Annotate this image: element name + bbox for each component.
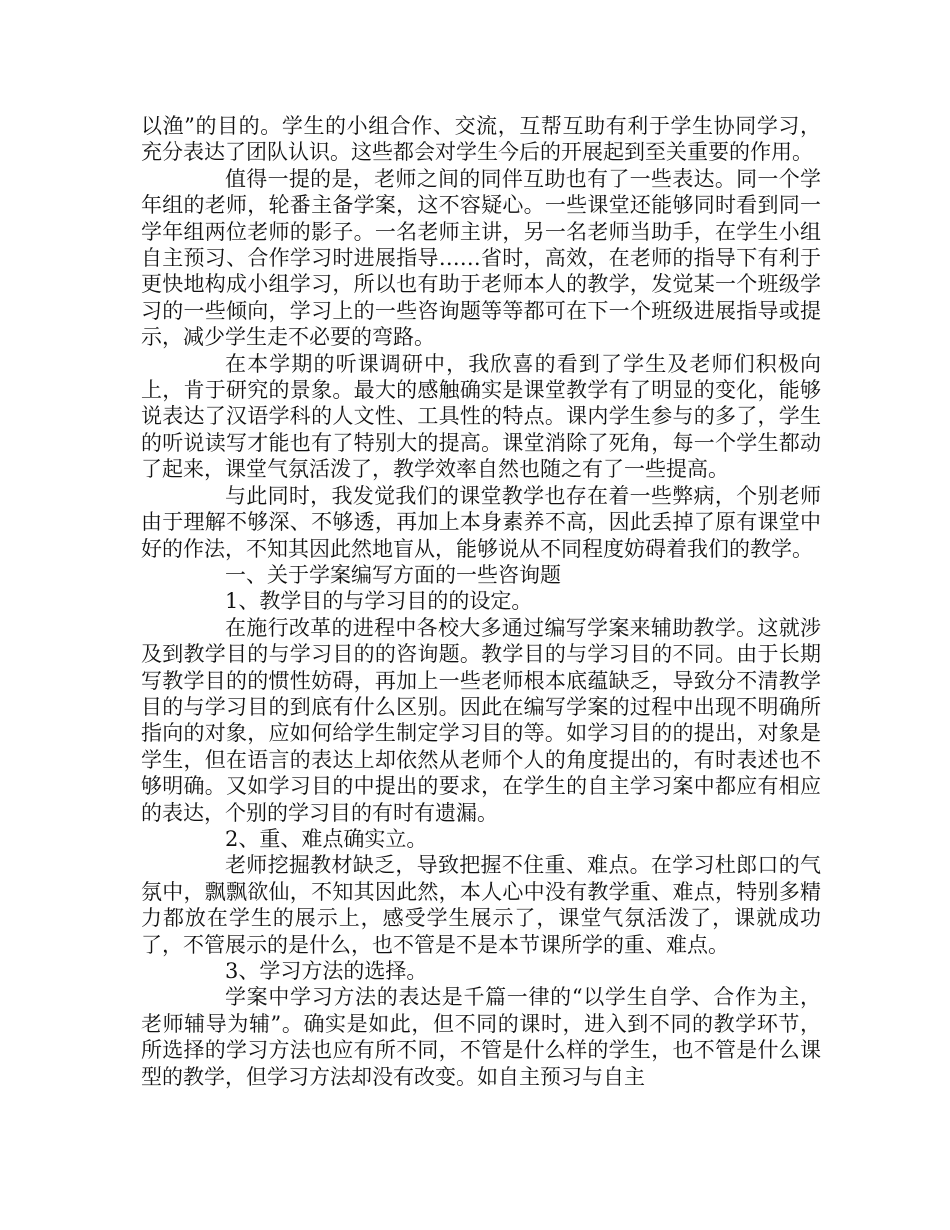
paragraph: 值得一提的是，老师之间的同伴互助也有了一些表达。同一个学年组的老师，轮番主备学案，这不容疑心。一些课堂还能够同时看到同一学年组两位老师的影子。一名老师主讲，另一名老师当助手，在学生小组自主预习、合作学习时进展指导……省时，高效，在老师的指导下有利于更快地构成小组学习，所以也有助于老师本人的教学，发觉某一个班级学习的一些倾向，学习上的一些咨询题等等都可在下一个班级进展指导或提示，减少学生走不必要的弯路。 <box>141 166 821 350</box>
paragraph: 在本学期的听课调研中，我欣喜的看到了学生及老师们积极向上，肯于研究的景象。最大的感触确实是课堂教学有了明显的变化，能够说表达了汉语学科的人文性、工具性的特点。课内学生参与的多了，学生的听说读写才能也有了特别大的提高。课堂消除了死角，每一个学生都动了起来，课堂气氛活泼了，教学效率自然也随之有了一些提高。 <box>141 351 821 482</box>
subsection-heading: 3、学习方法的选择。 <box>225 959 428 983</box>
paragraph: 以渔”的目的。学生的小组合作、交流，互帮互助有利于学生协同学习，充分表达了团队认识。这些都会对学生今后的开展起到至关重要的作用。 <box>141 114 821 165</box>
paragraph: 学案中学习方法的表达是千篇一律的“以学生自学、合作为主，老师辅导为辅”。确实是如此，但不同的课时，进入到不同的教学环节，所选择的学习方法也应有所不同，不管是什么样的学生，也不管是什么课型的教学，但学习方法却没有改变。如自主预习与自主 <box>141 985 821 1089</box>
subsection-heading: 2、重、难点确实立。 <box>225 826 428 851</box>
paragraph: 在施行改革的进程中各校大多通过编写学案来辅助教学。这就涉及到教学目的与学习目的的咨询题。教学目的与学习目的不同。由于长期写教学目的的惯性妨碍，再加上一些老师根本底蕴缺乏，导致分不清教学目的与学习目的到底有什么区别。因此在编写学案的过程中出现不明确所指向的对象，应如何给学生制定学习目的等。如学习目的的提出，对象是学生，但在语言的表达上却依然从老师个人的角度提出的，有时表述也不够明确。又如学习目的中提出的要求，在学生的自主学习案中都应有相应的表达，个别的学习目的有时有遗漏。 <box>141 615 821 825</box>
paragraph: 老师挖掘教材缺乏，导致把握不住重、难点。在学习杜郎口的气氛中，飘飘欲仙，不知其因此然，本人心中没有教学重、难点，特别多精力都放在学生的展示上，感受学生展示了，课堂气氛活泼了，课就成功了，不管展示的是什么，也不管是不是本节课所学的重、难点。 <box>141 853 821 957</box>
document-body <box>141 113 821 1090</box>
paragraph: 与此同时，我发觉我们的课堂教学也存在着一些弊病，个别老师由于理解不够深、不够透，再加上本身素养不高，因此丢掉了原有课堂中好的作法，不知其因此然地盲从，能够说从不同程度妨碍着我们的教学。 <box>141 483 821 561</box>
section-heading: 一、关于学案编写方面的一些咨询题 <box>225 562 561 587</box>
subsection-heading: 1、教学目的与学习目的的设定。 <box>225 589 533 614</box>
